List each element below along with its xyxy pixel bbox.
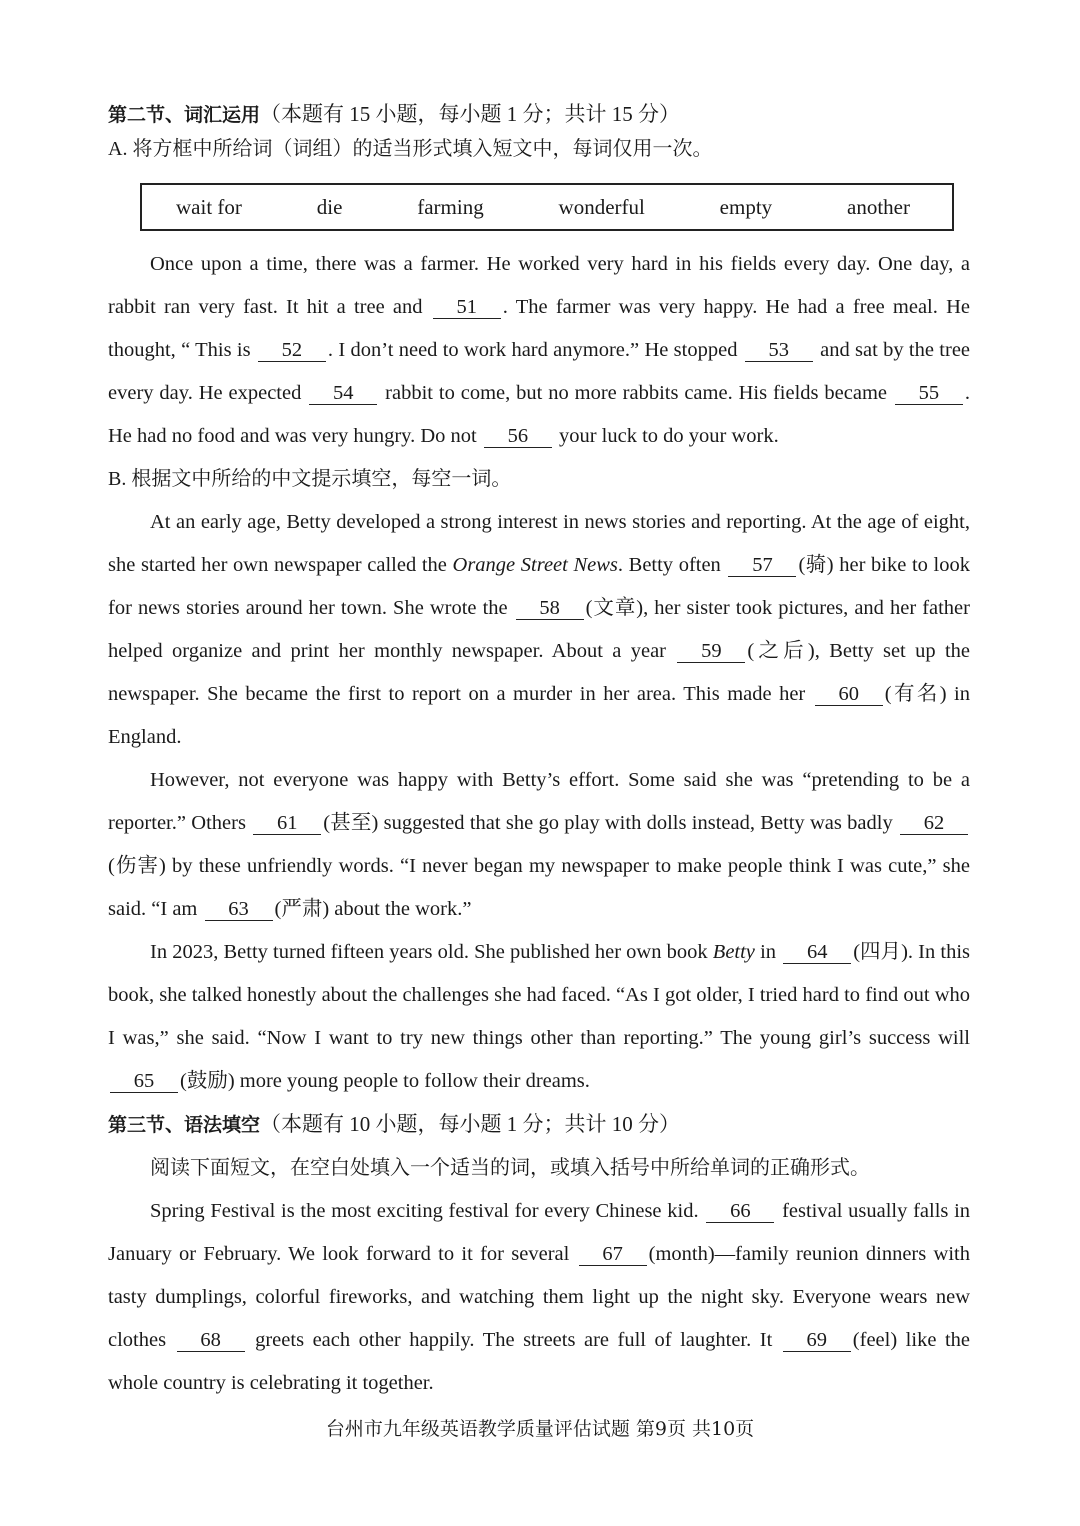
blank-57: 57 xyxy=(728,554,796,577)
blank-62: 62 xyxy=(900,812,968,835)
exam-page xyxy=(108,98,970,1405)
blank-58: 58 xyxy=(516,597,584,620)
blank-55: 55 xyxy=(895,382,963,405)
blank-54: 54 xyxy=(309,382,377,405)
blank-67: 67 xyxy=(579,1243,647,1266)
partA-instruction: A. 将方框中所给词（词组）的适当形式填入短文中，每词仅用一次。 xyxy=(108,138,713,160)
partA-passage xyxy=(108,243,970,458)
passage-text: greets each other happily. The streets are full of laughter. It xyxy=(255,1329,773,1351)
partB-paragraph-2 xyxy=(108,759,970,931)
word-box-item: another xyxy=(847,194,910,219)
passage-text: (文章), her sister took pictures, and her father helped organize and print her monthly newspaper. About a year xyxy=(108,597,970,662)
newspaper-title: Orange Street News xyxy=(452,554,618,576)
blank-65: 65 xyxy=(110,1070,178,1093)
blank-59: 59 xyxy=(677,640,745,663)
blank-68: 68 xyxy=(177,1329,245,1352)
word-box-item: empty xyxy=(719,194,773,219)
partB-paragraph-1 xyxy=(108,501,970,759)
passage-text: (甚至) suggested that she go play with dolls instead, Betty was badly xyxy=(323,812,893,834)
passage-text: In 2023, Betty turned fifteen years old. She published her own book xyxy=(150,941,708,963)
passage-text: . The farmer was very happy. He had a free meal. He thought, “ This is xyxy=(108,296,970,361)
passage-text: . He had no food and was very hungry. Do not xyxy=(108,382,971,447)
passage-text: in xyxy=(760,941,777,963)
section2-heading xyxy=(108,98,970,131)
passage-text: festival usually falls in January or February. We look forward to it for several xyxy=(108,1200,971,1265)
blank-56: 56 xyxy=(484,425,552,448)
blank-64: 64 xyxy=(783,941,851,964)
passage-text: . I don’t need to work hard anymore.” He stopped xyxy=(327,339,738,361)
passage-text: (之后), Betty set up the newspaper. She became the first to report on a murder in her area. This made her xyxy=(108,640,970,705)
passage-text: your luck to do your work. xyxy=(558,425,779,447)
section3-instruction: 阅读下面短文，在空白处填入一个适当的词，或填入括号中所给单词的正确形式。 xyxy=(150,1157,870,1179)
word-box-item: die xyxy=(316,194,343,219)
passage-text: (有名) in England. xyxy=(108,683,970,748)
passage-text: and sat by the tree every day. He expected xyxy=(108,339,971,404)
passage-text: (伤害) by these unfriendly words. “I never began my newspaper to make people think I was cute,” she said. “I am xyxy=(108,855,970,920)
passage-text: (鼓励) more young people to follow their dreams. xyxy=(180,1070,590,1092)
blank-51: 51 xyxy=(433,296,501,319)
blank-61: 61 xyxy=(253,812,321,835)
passage-text: (严肃) about the work.” xyxy=(274,898,472,920)
passage-text: Once upon a time, there was a farmer. He worked very hard in his fields every day. One day, a rabbit ran very fast. It hit a tree and xyxy=(108,253,970,318)
section3-heading xyxy=(108,1103,970,1147)
section3-passage xyxy=(108,1190,970,1405)
passage-text: rabbit to come, but no more rabbits came. His fields became xyxy=(385,382,887,404)
book-title: Betty xyxy=(712,941,755,963)
passage-text: (feel) like the whole country is celebrating it together. xyxy=(108,1329,970,1394)
section2-title: 第二节、词汇运用 xyxy=(108,104,261,126)
word-box-item: wait for xyxy=(176,194,242,219)
page-footer: 台州市九年级英语教学质量评估试题 第9页 共10页 xyxy=(325,1418,755,1440)
passage-text: Spring Festival is the most exciting festival for every Chinese kid. xyxy=(150,1200,699,1222)
section2-note: （本题有 15 小题，每小题 1 分；共计 15 分） xyxy=(260,102,681,126)
blank-66: 66 xyxy=(706,1200,774,1223)
word-box-item: wonderful xyxy=(558,194,645,219)
partB-paragraph-3 xyxy=(108,931,970,1103)
passage-text: . Betty often xyxy=(617,554,721,576)
blank-63: 63 xyxy=(205,898,273,921)
passage-text: However, not everyone was happy with Betty’s effort. Some said she was “pretending to be a reporter.” Others xyxy=(108,769,970,834)
passage-text: (四月). In this book, she talked honestly about the challenges she had faced. “As I got older, I tried hard to find out who I was,” she said. “Now I want to try new things other than reporting.” The young girl’s success will xyxy=(108,941,971,1049)
blank-60: 60 xyxy=(815,683,883,706)
word-box xyxy=(140,183,954,231)
passage-text: At an early age, Betty developed a strong interest in news stories and reporting. At the age of eight, she started her own newspaper called the xyxy=(108,511,970,576)
passage-text: (month)—family reunion dinners with tasty dumplings, colorful fireworks, and watching them light up the night sky. Everyone wears new clothes xyxy=(108,1243,970,1351)
section3-note: （本题有 10 小题，每小题 1 分；共计 10 分） xyxy=(260,1112,681,1136)
passage-text: (骑) her bike to look for news stories around her town. She wrote the xyxy=(108,554,970,619)
word-box-item: farming xyxy=(417,194,484,219)
partB-instruction: B. 根据文中所给的中文提示填空，每空一词。 xyxy=(108,468,512,490)
blank-52: 52 xyxy=(258,339,326,362)
blank-53: 53 xyxy=(745,339,813,362)
blank-69: 69 xyxy=(783,1329,851,1352)
section3-title: 第三节、语法填空 xyxy=(108,1114,261,1136)
